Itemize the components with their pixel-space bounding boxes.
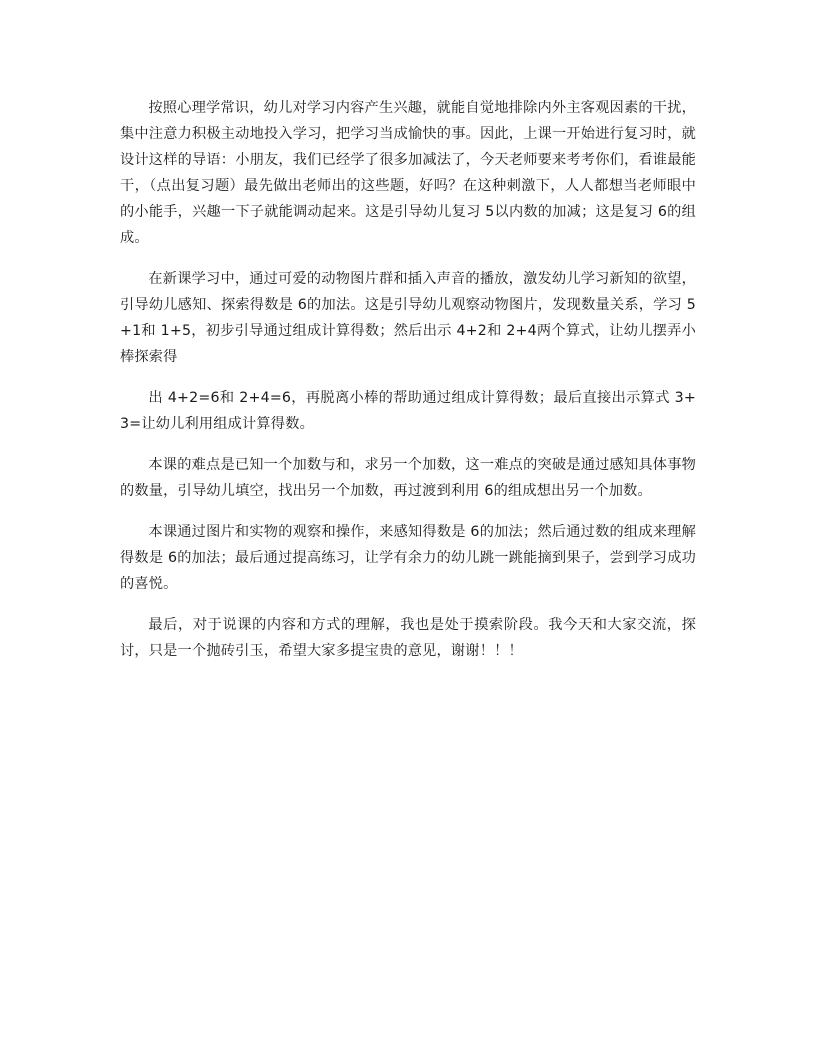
- paragraph-new-lesson: 在新课学习中，通过可爱的动物图片群和插入声音的播放，激发幼儿学习新知的欲望，引导幼儿感知、探索得数是 6的加法。这是引导幼儿观察动物图片，发现数量关系，学习 5+1和 1+5，初步引导通过组成计算得数；然后出示 4+2和 2+4两个算式，让幼儿摆弄小棒探索得: [120, 271, 696, 365]
- document-page: [120, 95, 696, 679]
- paragraph-difficulty: 本课的难点是已知一个加数与和，求另一个加数，这一难点的突破是通过感知具体事物的数量，引导幼儿填空，找出另一个加数，再过渡到利用 6的组成想出另一个加数。: [120, 457, 696, 499]
- paragraph-stick-exploration: 出 4+2=6和 2+4=6，再脱离小棒的帮助通过组成计算得数；最后直接出示算式 3+3=让幼儿利用组成计算得数。: [120, 390, 696, 432]
- paragraph-review-intro: 按照心理学常识，幼儿对学习内容产生兴趣，就能自觉地排除内外主客观因素的干扰，集中注意力积极主动地投入学习，把学习当成愉快的事。因此，上课一开始进行复习时，就设计这样的导语：小朋友，我们已经学了很多加减法了，今天老师要来考考你们，看谁最能干，（点出复习题）最先做出老师出的这些题，好吗？在这种刺激下，人人都想当老师眼中的小能手，兴趣一下子就能调动起来。这是引导幼儿复习 5以内数的加减；这是复习 6的组成。: [120, 100, 696, 246]
- paragraph-closing: 最后，对于说课的内容和方式的理解，我也是处于摸索阶段。我今天和大家交流，探讨，只是一个抛砖引玉，希望大家多提宝贵的意见，谢谢！！！: [120, 617, 696, 659]
- paragraph-summary: 本课通过图片和实物的观察和操作，来感知得数是 6的加法；然后通过数的组成来理解得数是 6的加法；最后通过提高练习，让学有余力的幼儿跳一跳能摘到果子，尝到学习成功的喜悦。: [120, 524, 696, 592]
